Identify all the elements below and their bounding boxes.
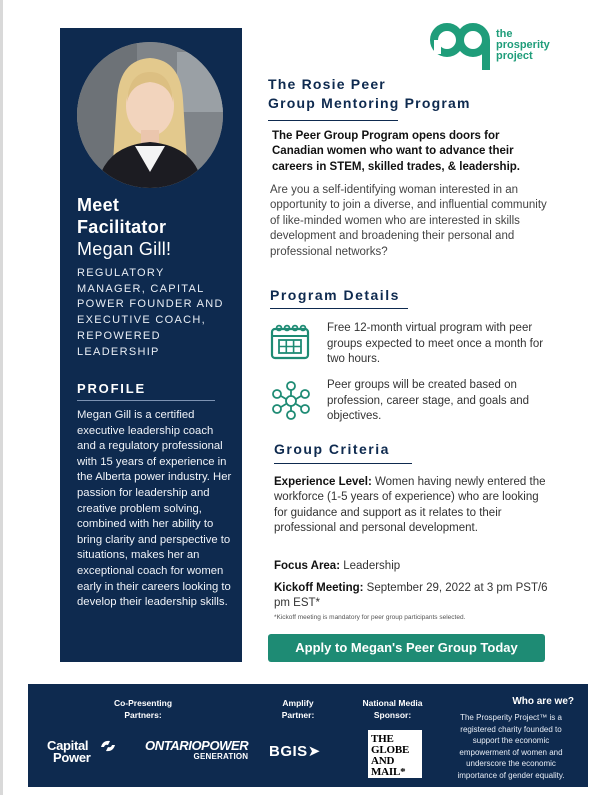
who-are-we-heading: Who are we? <box>512 696 574 707</box>
facilitator-sidebar <box>60 28 242 662</box>
media-sponsor-label: National Media Sponsor: <box>362 698 423 720</box>
who-are-we-text: The Prosperity Project™ is a registered charity founded to support the economic empowerment of women and underscore the economic importance of gender equality. <box>457 713 565 780</box>
kickoff-footnote: *Kickoff meeting is mandatory for peer group participants selected. <box>274 614 466 621</box>
profile-text: Megan Gill is a certified executive leadership coach and a regulatory professional with 15 years of experience in the Alberta power industry. Her passion for leadership and creative problem solving, combined with her ability to bring clarity and perspective to situations, makes her an exceptional coach for women early in their careers looking to develop their leadership skills. <box>77 409 232 609</box>
apply-button[interactable]: Apply to Megan's Peer Group Today <box>268 634 545 662</box>
details-divider <box>270 308 408 309</box>
page-edge <box>0 0 3 795</box>
logo-wordmark: the prosperity project <box>496 28 550 62</box>
meet-facilitator-heading: Meet Facilitator Megan Gill! <box>77 195 172 259</box>
detail-duration: Free 12-month virtual program with peer groups expected to meet once a month for two hours. <box>327 322 544 365</box>
prosperity-project-logo <box>430 20 580 72</box>
copresenting-label: Co-Presenting Partners: <box>113 698 173 720</box>
focus-area: Focus Area: Leadership <box>274 560 401 572</box>
capital-power-logo: Capital Power <box>47 740 91 764</box>
ontario-power-logo: ONTARIOPOWER GENERATION <box>145 738 249 761</box>
globe-and-mail-logo: THE GLOBE AND MAIL* <box>368 730 422 778</box>
kickoff-meeting: Kickoff Meeting: September 29, 2022 at 3 pm PST/6 pm EST* <box>274 582 548 610</box>
amplify-label: Amplify Partner: <box>281 698 315 720</box>
network-people-icon <box>270 380 312 420</box>
program-lead: The Peer Group Program opens doors for Canadian women who want to advance their careers in STEM, skilled trades, & leadership. <box>272 130 520 173</box>
prosperity-logo-icon <box>430 20 492 72</box>
bgis-arrow-icon: ➤ <box>307 743 321 760</box>
sponsor-footer <box>28 684 588 787</box>
program-intro: Are you a self-identifying woman interested in an opportunity to join a diverse, and influential community of like-minded women who are interested in skills development and broadening their personal and professional networks? <box>270 184 547 258</box>
facilitator-name: Megan Gill! <box>77 239 172 259</box>
profile-divider <box>77 400 215 401</box>
criteria-divider <box>274 463 412 464</box>
detail-grouping: Peer groups will be created based on profession, career stage, and goals and objectives. <box>327 379 530 422</box>
title-divider <box>268 120 398 121</box>
bgis-logo: BGIS➤ <box>269 743 321 760</box>
program-title: The Rosie Peer Group Mentoring Program <box>268 76 471 111</box>
facilitator-photo <box>77 42 223 188</box>
group-criteria-heading: Group Criteria <box>274 441 390 457</box>
experience-level: Experience Level: Women having newly entered the workforce (1-5 years of experience) who are looking for guidance and support as it relates to their professional and personal development. <box>274 476 546 535</box>
facilitator-role: REGULATORY MANAGER, CAPITAL POWER FOUNDER AND EXECUTIVE COACH, REPOWERED LEADERSHIP <box>77 267 224 358</box>
profile-heading: PROFILE <box>77 381 146 396</box>
program-details-heading: Program Details <box>270 287 400 303</box>
capital-power-swirl-icon <box>99 739 117 753</box>
calendar-icon <box>270 324 310 360</box>
